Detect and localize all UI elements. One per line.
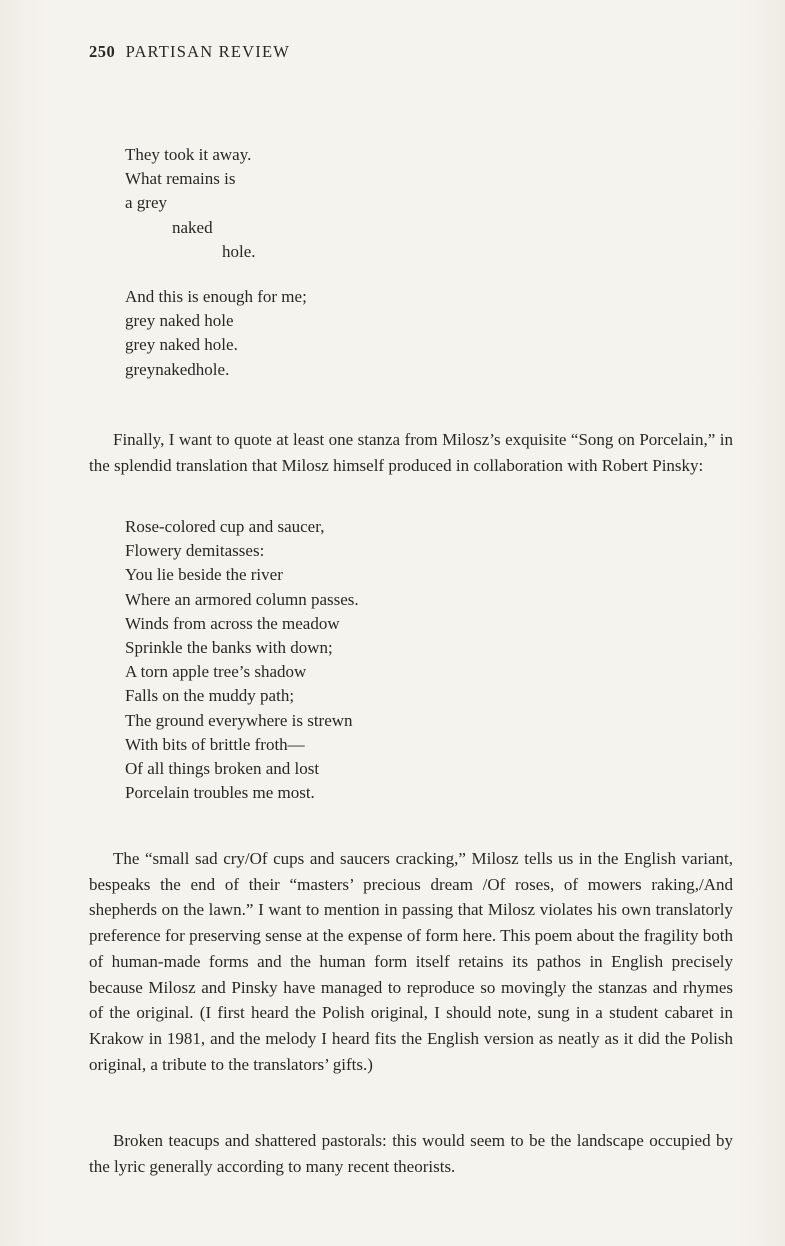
poem-line: And this is enough for me;: [125, 287, 307, 306]
poem-line: What remains is: [125, 169, 236, 189]
poem-line: grey naked hole.: [125, 335, 238, 355]
poem-line: You lie beside the river: [125, 565, 283, 585]
poem-line: With bits of brittle froth—: [125, 734, 305, 754]
body-paragraph-2: The “small sad cry/Of cups and saucers cracking,” Milosz tells us in the English variant, bespeaks the end of their “masters’ precious dream /Of roses, of mowers raking,/And shepherds on the lawn.” I want to mention in passing that Milosz violates his own translatorly preference for preserving sense at the expense of form here. This poem about the fragility both of human-made forms and the human form itself retains its pathos in English precisely because Milosz and Pinsky have managed to reproduce so movingly the stanzas and rhymes of the original. (I first heard the Polish original, I should note, sung in a student cabaret in Krakow in 1981, and the melody I heard fits the English version as neatly as it did the Polish original, a tribute to the translators’ gifts.): [89, 849, 733, 1074]
poem-line: Falls on the muddy path;: [125, 686, 295, 706]
poem-line: A torn apple tree’s shadow: [125, 662, 307, 682]
poem-excerpt-1-stanza-1: [125, 143, 256, 264]
poem-line: greynakedhole.: [125, 359, 230, 379]
poem-line: naked: [172, 217, 213, 237]
poem-line: Flowery demitasses:: [125, 541, 265, 561]
running-header: [89, 42, 290, 62]
poem-line: a grey: [125, 193, 168, 213]
poem-line: Porcelain troubles me most.: [125, 783, 315, 803]
body-paragraph-1: Finally, I want to quote at least one stanza from Milosz’s exquisite “Song on Porcelain,” in the splendid translation that Milosz himself produced in collaboration with Robert Pinsky:: [89, 430, 733, 475]
poem-line: Of all things broken and lost: [125, 759, 320, 779]
poem-line: hole.: [222, 241, 256, 261]
poem-line: The ground everywhere is strewn: [125, 710, 353, 730]
poem-excerpt-1-stanza-2: [125, 285, 307, 382]
journal-title: PARTISAN REVIEW: [125, 42, 291, 61]
poem-line: Rose-colored cup and saucer,: [125, 517, 325, 536]
poem-line: They took it away.: [125, 145, 252, 164]
poem-excerpt-2: [125, 515, 359, 805]
poem-line: Sprinkle the banks with down;: [125, 638, 333, 658]
body-paragraph-3: Broken teacups and shattered pastorals: this would seem to be the landscape occupied by the lyric generally according to many recent theorists.: [89, 1131, 733, 1176]
poem-line: Where an armored column passes.: [125, 589, 359, 609]
page-number: 250: [89, 42, 116, 61]
poem-line: grey naked hole: [125, 311, 234, 331]
poem-line: Winds from across the meadow: [125, 613, 340, 633]
